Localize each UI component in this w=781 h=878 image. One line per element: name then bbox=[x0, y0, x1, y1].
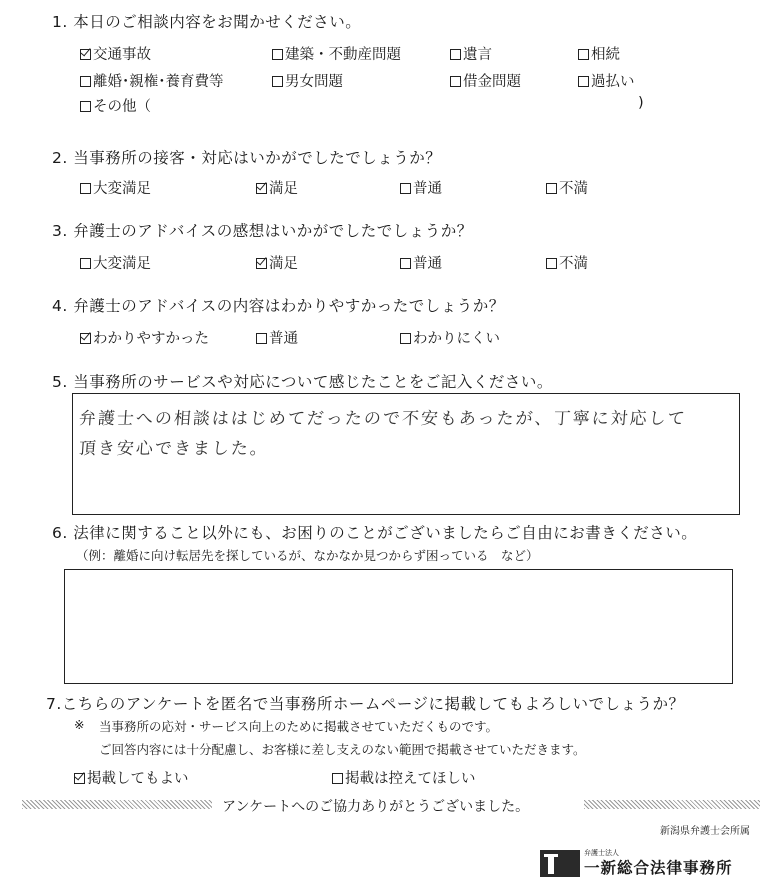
checkbox-icon[interactable] bbox=[272, 76, 283, 87]
hatch-divider-left bbox=[22, 800, 212, 809]
q5-answer-line1: 弁護士への相談ははじめてだったので不安もあったが、丁寧に対応して bbox=[78, 409, 688, 429]
q7-title: 7.こちらのアンケートを匿名で当事務所ホームページに掲載してもよろしいでしょうか？ bbox=[46, 695, 685, 713]
thanks-message: アンケートへのご協力ありがとうございました。 bbox=[222, 799, 530, 815]
q1-option-divorce[interactable]: 離婚･親権･養育費等 bbox=[80, 70, 224, 91]
q1-other-close: ) bbox=[638, 95, 644, 111]
q2-option-very-satisfied[interactable]: 大変満足 bbox=[80, 177, 151, 198]
bar-association: 新潟県弁護士会所属 bbox=[660, 826, 750, 837]
q1-option-other[interactable]: その他（ bbox=[80, 95, 151, 116]
q1-option-debt[interactable]: 借金問題 bbox=[450, 70, 521, 91]
q4-option-normal[interactable]: 普通 bbox=[256, 327, 298, 348]
q7-note2: ご回答内容には十分配慮し、お客様に差し支えのない範囲で掲載させていただきます。 bbox=[99, 742, 586, 757]
q4-option-difficult[interactable]: わかりにくい bbox=[400, 327, 500, 348]
q2-option-satisfied[interactable]: 満足 bbox=[256, 177, 298, 198]
q2-title: 2. 当事務所の接客・対応はいかがでしたでしょうか？ bbox=[52, 149, 442, 167]
q2-option-unsatisfied[interactable]: 不満 bbox=[546, 177, 588, 198]
q7-note-mark: ※ bbox=[74, 717, 85, 732]
checkbox-icon[interactable] bbox=[578, 49, 589, 60]
q4-option-easy[interactable]: わかりやすかった bbox=[80, 327, 209, 348]
q5-title: 5. 当事務所のサービスや対応について感じたことをご記入ください。 bbox=[52, 373, 553, 391]
checkbox-icon[interactable] bbox=[450, 76, 461, 87]
q6-title: 6. 法律に関すること以外にも、お困りのことがございましたらご自由にお書きください。 bbox=[52, 524, 698, 542]
q6-example: （例：離婚に向け転居先を探しているが、なかなか見つからず困っている など） bbox=[76, 548, 539, 563]
q1-option-inheritance[interactable]: 相続 bbox=[578, 43, 620, 64]
q4-title: 4. 弁護士のアドバイスの内容はわかりやすかったでしょうか？ bbox=[52, 297, 505, 315]
checkbox-icon[interactable] bbox=[546, 258, 557, 269]
q1-option-will[interactable]: 遺言 bbox=[450, 43, 492, 64]
q1-option-gender[interactable]: 男女問題 bbox=[272, 70, 343, 91]
checkbox-checked-icon[interactable] bbox=[80, 333, 91, 344]
q5-answer-line2: 頂き安心できました。 bbox=[78, 439, 270, 459]
checkbox-icon[interactable] bbox=[450, 49, 461, 60]
firm-type: 弁護士法人 bbox=[584, 849, 619, 857]
q3-option-very-satisfied[interactable]: 大変満足 bbox=[80, 252, 151, 273]
checkbox-icon[interactable] bbox=[80, 76, 91, 87]
q6-answer-box[interactable] bbox=[64, 569, 733, 684]
q7-option-allow[interactable]: 掲載してもよい bbox=[74, 767, 189, 788]
hatch-divider-right bbox=[584, 800, 760, 809]
q3-option-normal[interactable]: 普通 bbox=[400, 252, 442, 273]
checkbox-icon[interactable] bbox=[546, 183, 557, 194]
checkbox-icon[interactable] bbox=[578, 76, 589, 87]
checkbox-icon[interactable] bbox=[256, 333, 267, 344]
q1-option-construction[interactable]: 建築・不動産問題 bbox=[272, 43, 401, 64]
firm-name: 一新総合法律事務所 bbox=[584, 859, 733, 877]
q7-note1: 当事務所の応対・サービス向上のために掲載させていただくものです。 bbox=[99, 719, 499, 734]
checkbox-icon[interactable] bbox=[400, 258, 411, 269]
checkbox-icon[interactable] bbox=[80, 258, 91, 269]
firm-logo-icon bbox=[540, 850, 580, 877]
q2-option-normal[interactable]: 普通 bbox=[400, 177, 442, 198]
q3-title: 3. 弁護士のアドバイスの感想はいかがでしたでしょうか？ bbox=[52, 222, 473, 240]
checkbox-icon[interactable] bbox=[332, 773, 343, 784]
q7-option-decline[interactable]: 掲載は控えてほしい bbox=[332, 767, 476, 788]
q3-option-satisfied[interactable]: 満足 bbox=[256, 252, 298, 273]
checkbox-checked-icon[interactable] bbox=[256, 258, 267, 269]
checkbox-checked-icon[interactable] bbox=[256, 183, 267, 194]
checkbox-icon[interactable] bbox=[80, 183, 91, 194]
q1-option-overpayment[interactable]: 過払い bbox=[578, 70, 635, 91]
checkbox-icon[interactable] bbox=[80, 101, 91, 112]
q3-option-unsatisfied[interactable]: 不満 bbox=[546, 252, 588, 273]
q5-answer-box[interactable] bbox=[72, 393, 740, 515]
checkbox-icon[interactable] bbox=[272, 49, 283, 60]
checkbox-checked-icon[interactable] bbox=[74, 773, 85, 784]
checkbox-icon[interactable] bbox=[400, 333, 411, 344]
q1-option-traffic[interactable]: 交通事故 bbox=[80, 43, 151, 64]
checkbox-checked-icon[interactable] bbox=[80, 49, 91, 60]
q1-title: 1. 本日のご相談内容をお聞かせください。 bbox=[52, 13, 362, 31]
checkbox-icon[interactable] bbox=[400, 183, 411, 194]
